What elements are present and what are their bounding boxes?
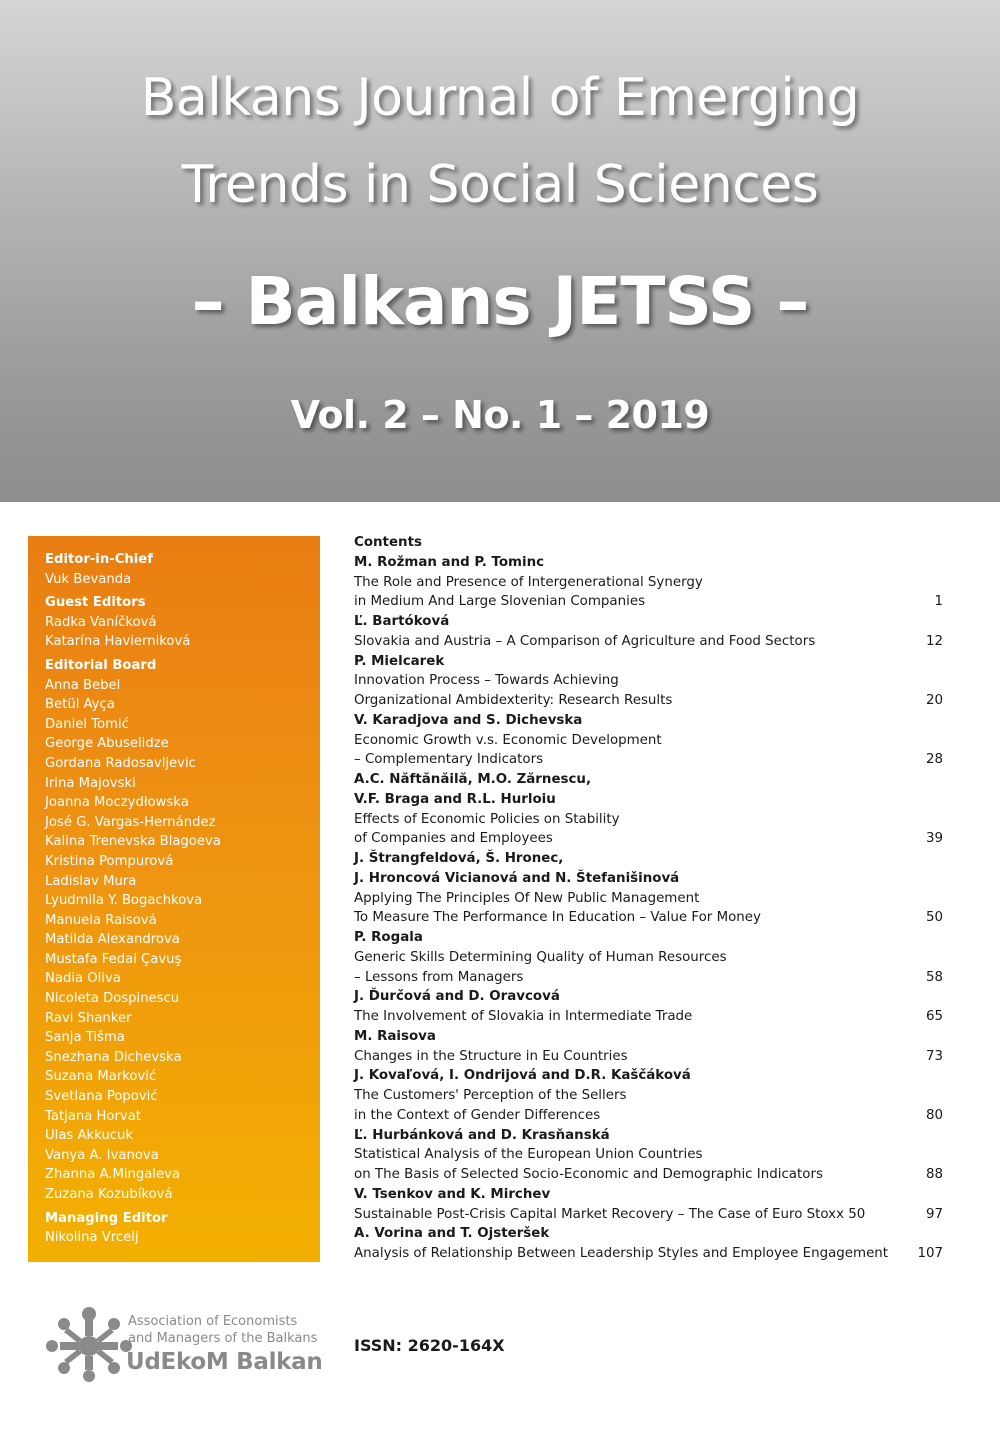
article-title-line[interactable] — [354, 1145, 946, 1165]
article-page-number: 107 — [917, 1246, 943, 1261]
association-line-2: and Managers of the Balkans — [128, 1331, 318, 1346]
article-page-number: 39 — [925, 831, 943, 847]
article-title-text: of Companies and Employees — [354, 831, 553, 847]
article-authors: V.F. Braga and R.L. Hurloiu — [354, 791, 556, 807]
editor-name: Manuela Raisová — [45, 912, 157, 928]
editorial-board-panel — [28, 536, 320, 1262]
cover-banner — [0, 0, 1000, 502]
article-authors: A.C. Năftănăilă, M.O. Zărnescu, — [354, 772, 592, 787]
article-page-number: 12 — [925, 633, 943, 649]
editor-name: Zhanna A.Mingaleva — [45, 1167, 180, 1183]
editor-name: Vanya A. Ivanova — [45, 1147, 159, 1163]
contents-heading: Contents — [354, 535, 422, 550]
editor-name: Gordana Radosavljevic — [45, 755, 196, 771]
article-authors: Ľ. Bartóková — [354, 614, 450, 629]
editor-name: Irina Majovski — [45, 775, 136, 791]
editor-name: Nikolina Vrcelj — [45, 1230, 139, 1246]
editor-name: Matilda Alexandrova — [45, 932, 180, 948]
article-authors: J. Štrangfeldová, Š. Hronec, — [354, 851, 564, 866]
article-title-line[interactable] — [354, 750, 946, 770]
article-title-text: – Complementary Indicators — [354, 752, 544, 768]
article-page-number: 65 — [925, 1009, 943, 1024]
editor-name: George Abuselidze — [45, 736, 169, 752]
article-title-text: Innovation Process – Towards Achieving — [354, 673, 619, 689]
article-authors: M. Rožman and P. Tominc — [354, 554, 545, 570]
article-authors: J. Hroncová Vicianová and N. Štefanišinová — [354, 870, 680, 886]
article-title-text: The Role and Presence of Intergenerational Synergy — [354, 574, 703, 590]
editor-name: Sanja Tišma — [45, 1030, 125, 1046]
article-authors: M. Raisova — [354, 1028, 436, 1044]
article-authors: J. Ďurčová and D. Oravcová — [354, 989, 560, 1005]
editor-name: Joanna Moczydłowska — [45, 795, 189, 811]
editor-name: Snezhana Dichevska — [45, 1049, 182, 1065]
article-page-number: 80 — [925, 1107, 943, 1123]
editor-name: Suzana Marković — [45, 1069, 157, 1085]
association-line-1: Association of Economists — [128, 1314, 298, 1329]
article-title-text: To Measure The Performance In Education – Value For Money — [354, 910, 761, 926]
article-title-line[interactable] — [354, 829, 946, 849]
article-title-line[interactable] — [354, 1244, 946, 1264]
editor-name: Anna Bebel — [45, 677, 121, 693]
article-title-text: in the Context of Gender Differences — [354, 1107, 601, 1123]
article-title-line[interactable] — [354, 691, 946, 711]
editor-name: José G. Vargas-Hernández — [45, 814, 216, 830]
article-title-line[interactable] — [354, 889, 946, 909]
association-brand: UdEkoM Balkan — [126, 1349, 323, 1375]
article-title-text: – Lessons from Managers — [354, 969, 524, 985]
article-title-line[interactable] — [354, 948, 946, 968]
article-title-text: Analysis of Relationship Between Leadership Styles and Employee Engagement — [354, 1246, 889, 1261]
journal-title-line-1: Balkans Journal of Emerging — [140, 68, 860, 128]
article-title-line[interactable] — [354, 592, 946, 612]
article-page-number: 88 — [925, 1167, 943, 1182]
article-page-number: 1 — [934, 594, 943, 610]
article-page-number: 73 — [925, 1048, 943, 1064]
article-page-number: 20 — [925, 693, 943, 708]
article-title-line[interactable] — [354, 632, 946, 652]
article-page-number: 28 — [925, 752, 943, 768]
article-title-text: Changes in the Structure in Eu Countries — [354, 1048, 628, 1064]
article-title-line[interactable] — [354, 1007, 946, 1027]
editor-name: Vuk Bevanda — [45, 571, 132, 587]
article-page-number: 58 — [925, 969, 943, 985]
article-title-text: on The Basis of Selected Socio-Economic and Demographic Indicators — [354, 1167, 823, 1182]
editor-name: Nadia Oliva — [45, 971, 121, 987]
article-title-text: The Customers' Perception of the Sellers — [354, 1088, 627, 1103]
article-title-line[interactable] — [354, 908, 946, 928]
article-title-line[interactable] — [354, 810, 946, 830]
article-title-line[interactable] — [354, 1047, 946, 1067]
article-title-line[interactable] — [354, 671, 946, 691]
article-title-text: in Medium And Large Slovenian Companies — [354, 594, 646, 610]
editor-name: Lyudmila Y. Bogachkova — [45, 893, 203, 909]
editor-name: Radka Vaníčková — [45, 614, 157, 630]
article-page-number: 50 — [925, 910, 943, 926]
editor-name: Ladislav Mura — [45, 873, 137, 889]
udekom-logo-icon — [44, 1306, 134, 1382]
article-title-text: Organizational Ambidexterity: Research Results — [354, 693, 673, 708]
article-title-line[interactable] — [354, 1165, 946, 1185]
editor-name: Ulas Akkucuk — [45, 1128, 133, 1144]
article-title-line[interactable] — [354, 731, 946, 751]
editor-name: Daniel Tomić — [45, 716, 129, 732]
editor-name: Svetlana Popović — [45, 1089, 158, 1105]
article-title-line[interactable] — [354, 968, 946, 988]
editor-name: Ravi Shanker — [45, 1010, 132, 1026]
article-title-text: Slovakia and Austria – A Comparison of Agriculture and Food Sectors — [354, 633, 816, 649]
article-title-text: Applying The Principles Of New Public Management — [354, 890, 700, 906]
article-authors: J. Kovaľová, I. Ondrijová and D.R. Kaščáková — [354, 1068, 691, 1084]
editorial-section-heading: Managing Editor — [45, 1210, 168, 1226]
article-title-text: Economic Growth v.s. Economic Development — [354, 732, 662, 748]
article-authors: Ľ. Hurbánková and D. Krasňanská — [354, 1127, 610, 1143]
article-title-line[interactable] — [354, 1205, 946, 1225]
article-title-text: Generic Skills Determining Quality of Human Resources — [354, 949, 727, 965]
article-authors: V. Karadjova and S. Dichevska — [354, 712, 583, 728]
editor-name: Mustafa Fedai Çavuş — [45, 951, 182, 967]
article-title-text: Statistical Analysis of the European Union Countries — [354, 1147, 703, 1163]
journal-title-line-2: Trends in Social Sciences — [181, 155, 819, 215]
article-title-text: Effects of Economic Policies on Stability — [354, 811, 620, 827]
editorial-section-heading: Editorial Board — [45, 657, 157, 673]
editor-name: Tatjana Horvat — [45, 1108, 141, 1124]
article-title-line[interactable] — [354, 1106, 946, 1126]
editorial-section-heading: Guest Editors — [45, 595, 146, 611]
editor-name: Zuzana Kozubíková — [45, 1187, 173, 1202]
article-title-text: The Involvement of Slovakia in Intermediate Trade — [354, 1009, 693, 1024]
association-name — [128, 1313, 317, 1347]
issn: ISSN: 2620-164X — [354, 1336, 505, 1355]
editor-name: Nicoleta Dospinescu — [45, 991, 180, 1007]
journal-abbreviation: – Balkans JETSS – — [191, 263, 809, 340]
article-authors: A. Vorina and T. Ojsteršek — [354, 1226, 550, 1242]
article-page-number: 97 — [925, 1206, 943, 1222]
volume-issue: Vol. 2 – No. 1 – 2019 — [290, 393, 710, 437]
article-authors: V. Tsenkov and K. Mirchev — [354, 1186, 551, 1202]
table-of-contents — [354, 533, 946, 1264]
article-authors: P. Mielcarek — [354, 653, 445, 669]
editor-name: Kalina Trenevska Blagoeva — [45, 834, 221, 850]
editor-name: Betül Ayça — [45, 697, 115, 713]
article-title-line[interactable] — [354, 1086, 946, 1106]
article-title-line[interactable] — [354, 573, 946, 593]
editor-name: Kristina Pompurová — [45, 853, 174, 869]
article-title-text: Sustainable Post-Crisis Capital Market Recovery – The Case of Euro Stoxx 50 — [354, 1206, 866, 1222]
article-authors: P. Rogala — [354, 930, 423, 945]
editor-name: Katarína Havierniková — [45, 634, 191, 650]
editorial-section-heading: Editor-in-Chief — [45, 552, 153, 567]
